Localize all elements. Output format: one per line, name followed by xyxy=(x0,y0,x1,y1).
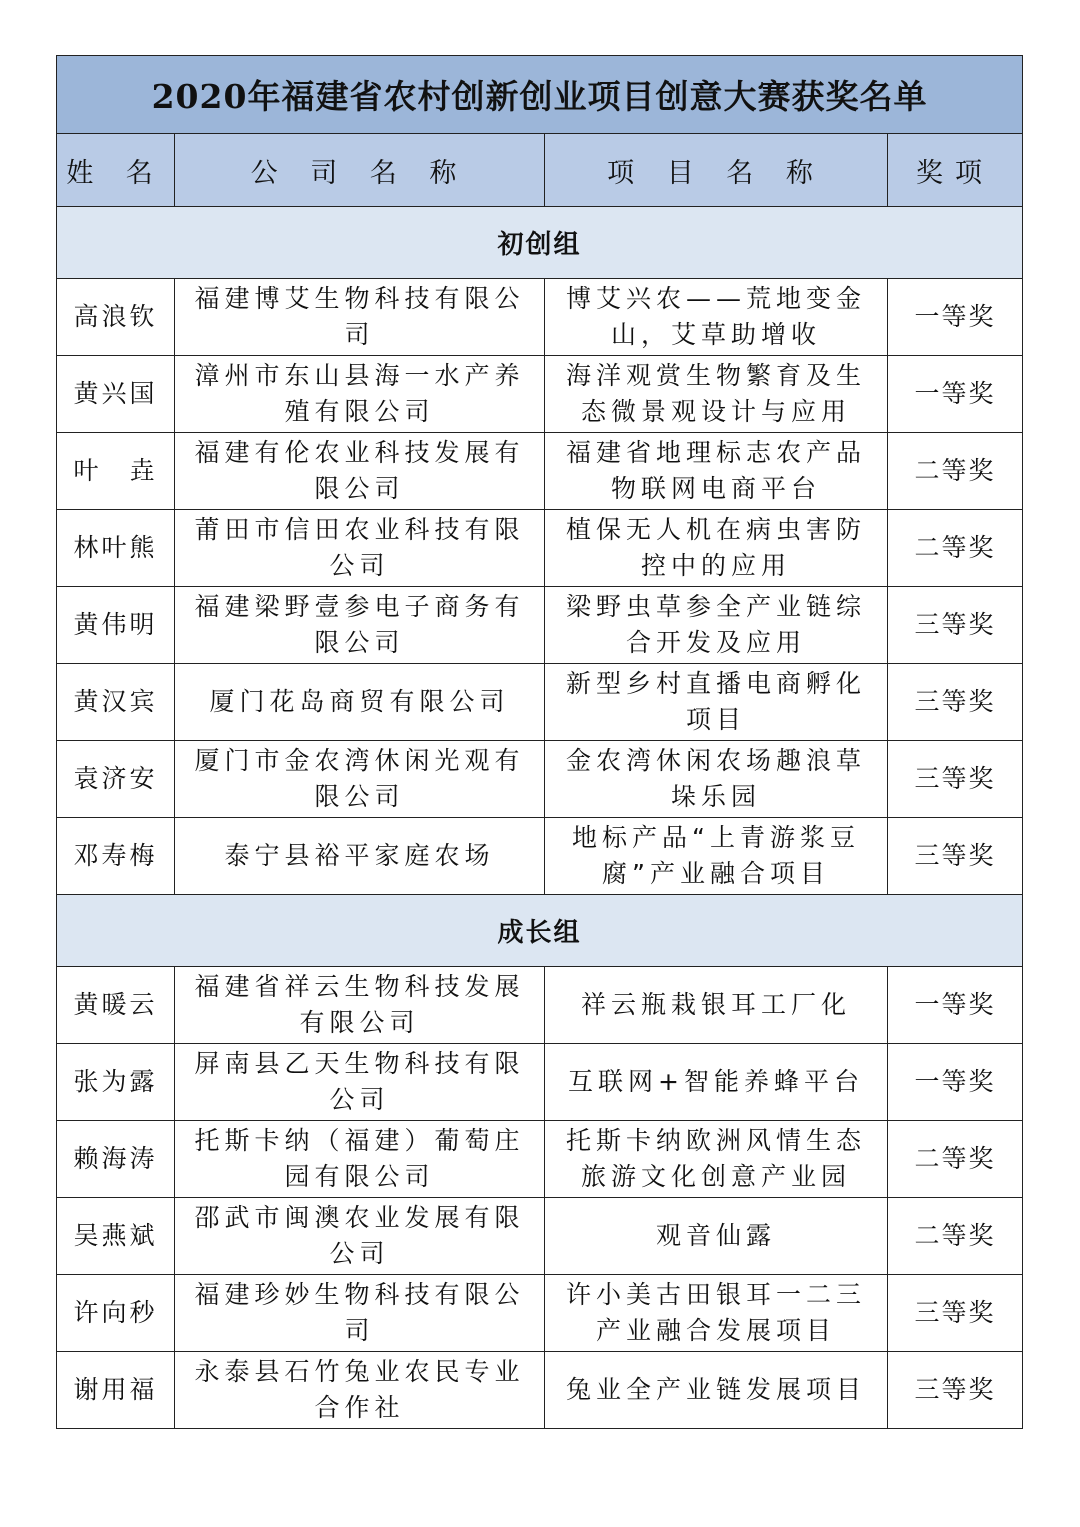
column-header-company: 公 司 名 称 xyxy=(175,134,545,207)
cell-name: 邓寿梅 xyxy=(57,818,175,895)
cell-project: 托斯卡纳欧洲风情生态旅游文化创意产业园 xyxy=(545,1121,888,1198)
cell-name: 林叶熊 xyxy=(57,510,175,587)
cell-award: 三等奖 xyxy=(888,1352,1023,1429)
cell-award: 二等奖 xyxy=(888,1198,1023,1275)
table-row xyxy=(57,1275,1023,1352)
cell-award: 一等奖 xyxy=(888,967,1023,1044)
cell-company: 福建梁野壹参电子商务有限公司 xyxy=(175,587,545,664)
cell-project: 福建省地理标志农产品物联网电商平台 xyxy=(545,433,888,510)
award-table xyxy=(56,55,1023,1429)
page-title: 2020年福建省农村创新创业项目创意大赛获奖名单 xyxy=(57,56,1023,134)
group-label: 初创组 xyxy=(57,207,1023,279)
cell-award: 二等奖 xyxy=(888,510,1023,587)
table-row xyxy=(57,1352,1023,1429)
table-row xyxy=(57,433,1023,510)
column-header-name: 姓 名 xyxy=(57,134,175,207)
column-header-award: 奖项 xyxy=(888,134,1023,207)
cell-project: 新型乡村直播电商孵化项目 xyxy=(545,664,888,741)
cell-company: 莆田市信田农业科技有限公司 xyxy=(175,510,545,587)
group-label: 成长组 xyxy=(57,895,1023,967)
cell-company: 厦门市金农湾休闲光观有限公司 xyxy=(175,741,545,818)
cell-project: 植保无人机在病虫害防控中的应用 xyxy=(545,510,888,587)
cell-award: 二等奖 xyxy=(888,1121,1023,1198)
table-row xyxy=(57,741,1023,818)
header-row xyxy=(57,134,1023,207)
group-row xyxy=(57,895,1023,967)
cell-company: 漳州市东山县海一水产养殖有限公司 xyxy=(175,356,545,433)
table-row xyxy=(57,1121,1023,1198)
cell-company: 永泰县石竹兔业农民专业合作社 xyxy=(175,1352,545,1429)
cell-name: 吴燕斌 xyxy=(57,1198,175,1275)
cell-award: 一等奖 xyxy=(888,356,1023,433)
cell-project: 海洋观赏生物繁育及生态微景观设计与应用 xyxy=(545,356,888,433)
cell-company: 福建省祥云生物科技发展有限公司 xyxy=(175,967,545,1044)
cell-project: 互联网+智能养蜂平台 xyxy=(545,1044,888,1121)
cell-name: 许向秒 xyxy=(57,1275,175,1352)
table-row xyxy=(57,587,1023,664)
cell-award: 三等奖 xyxy=(888,664,1023,741)
table-row xyxy=(57,510,1023,587)
cell-name: 黄伟明 xyxy=(57,587,175,664)
cell-company: 福建有伦农业科技发展有限公司 xyxy=(175,433,545,510)
cell-award: 一等奖 xyxy=(888,279,1023,356)
cell-company: 厦门花岛商贸有限公司 xyxy=(175,664,545,741)
cell-name: 赖海涛 xyxy=(57,1121,175,1198)
cell-project: 梁野虫草参全产业链综合开发及应用 xyxy=(545,587,888,664)
cell-company: 福建博艾生物科技有限公司 xyxy=(175,279,545,356)
cell-award: 一等奖 xyxy=(888,1044,1023,1121)
cell-project: 许小美古田银耳一二三产业融合发展项目 xyxy=(545,1275,888,1352)
table-row xyxy=(57,356,1023,433)
cell-company: 邵武市闽澳农业发展有限公司 xyxy=(175,1198,545,1275)
cell-name: 黄兴国 xyxy=(57,356,175,433)
cell-project: 地标产品“上青游浆豆腐”产业融合项目 xyxy=(545,818,888,895)
cell-project: 观音仙露 xyxy=(545,1198,888,1275)
column-header-project: 项 目 名 称 xyxy=(545,134,888,207)
table-row xyxy=(57,967,1023,1044)
cell-project: 祥云瓶栽银耳工厂化 xyxy=(545,967,888,1044)
cell-name: 黄汉宾 xyxy=(57,664,175,741)
cell-award: 二等奖 xyxy=(888,433,1023,510)
cell-award: 三等奖 xyxy=(888,741,1023,818)
cell-award: 三等奖 xyxy=(888,818,1023,895)
cell-company: 托斯卡纳（福建）葡萄庄园有限公司 xyxy=(175,1121,545,1198)
cell-name: 袁济安 xyxy=(57,741,175,818)
cell-project: 金农湾休闲农场趣浪草垛乐园 xyxy=(545,741,888,818)
cell-name: 叶 垚 xyxy=(57,433,175,510)
table-row xyxy=(57,818,1023,895)
cell-company: 泰宁县裕平家庭农场 xyxy=(175,818,545,895)
table-row xyxy=(57,279,1023,356)
cell-name: 张为露 xyxy=(57,1044,175,1121)
cell-project: 兔业全产业链发展项目 xyxy=(545,1352,888,1429)
cell-name: 黄暖云 xyxy=(57,967,175,1044)
cell-project: 博艾兴农——荒地变金山，艾草助增收 xyxy=(545,279,888,356)
cell-company: 屏南县乙天生物科技有限公司 xyxy=(175,1044,545,1121)
cell-name: 高浪钦 xyxy=(57,279,175,356)
group-row xyxy=(57,207,1023,279)
cell-name: 谢用福 xyxy=(57,1352,175,1429)
cell-award: 三等奖 xyxy=(888,587,1023,664)
table-row xyxy=(57,1198,1023,1275)
cell-company: 福建珍妙生物科技有限公司 xyxy=(175,1275,545,1352)
cell-award: 三等奖 xyxy=(888,1275,1023,1352)
table-row xyxy=(57,1044,1023,1121)
title-row xyxy=(57,56,1023,134)
table-row xyxy=(57,664,1023,741)
